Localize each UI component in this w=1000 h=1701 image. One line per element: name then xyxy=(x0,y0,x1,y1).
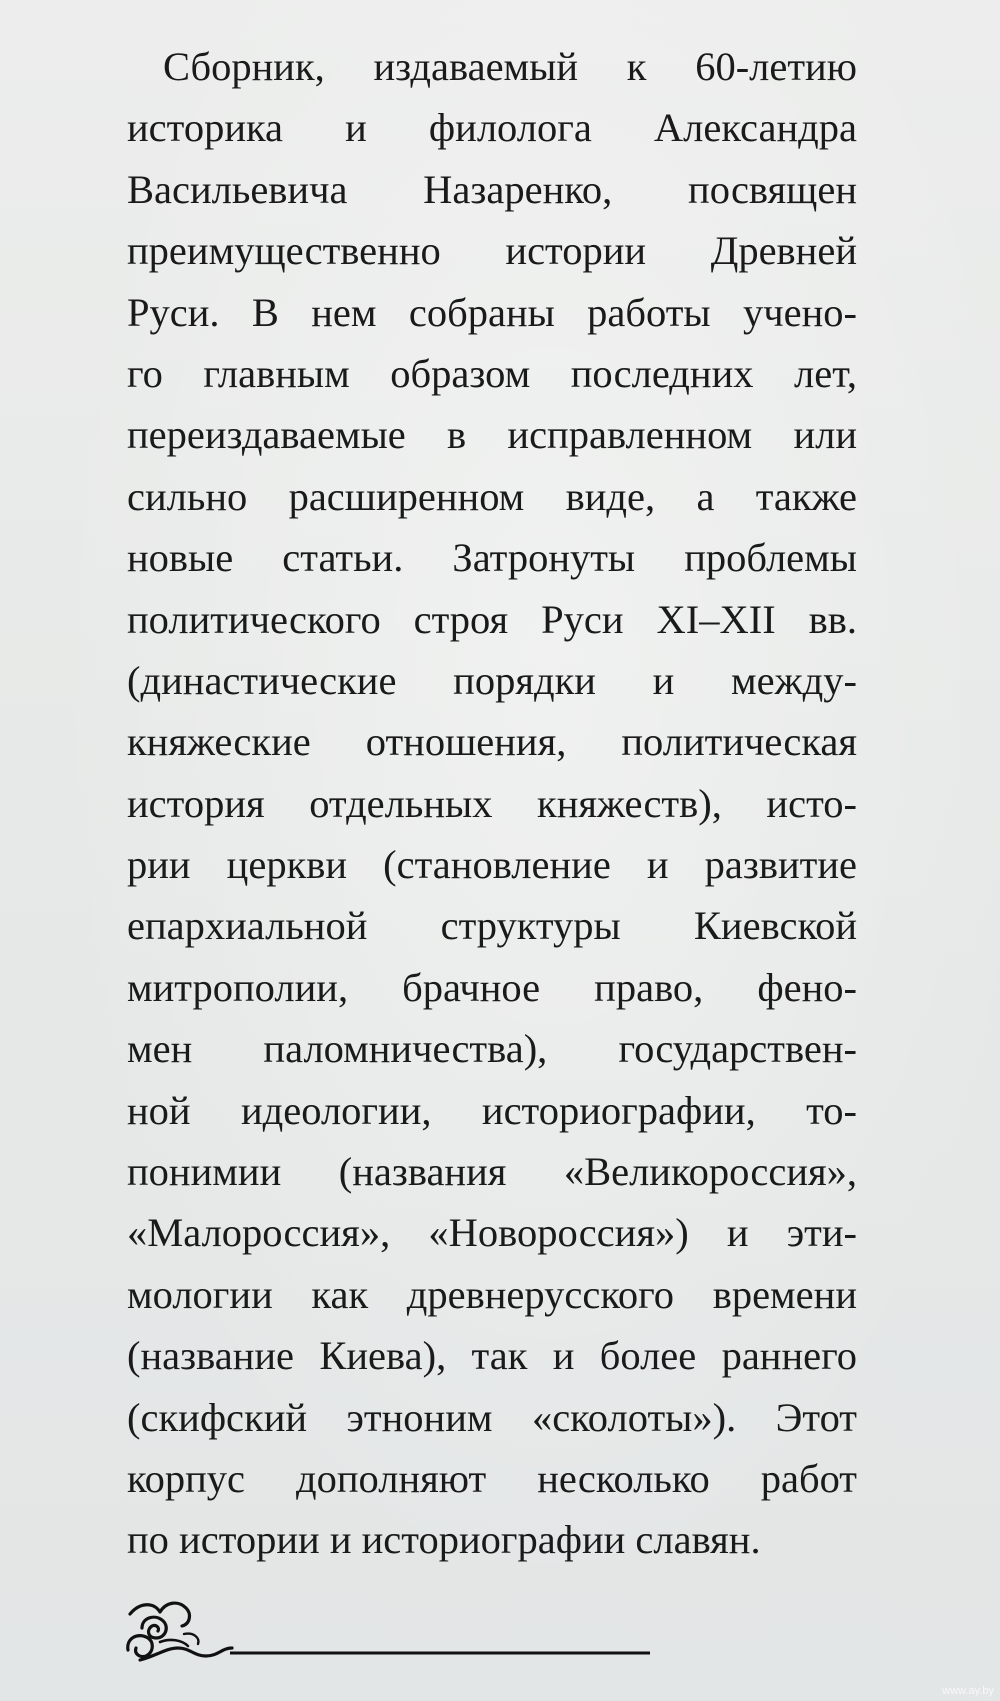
annotation-line: мологии как древнерусского времени xyxy=(127,1271,857,1317)
annotation-line: корпус дополняют несколько работ xyxy=(127,1455,857,1501)
annotation-line: (династические порядки и между- xyxy=(127,657,857,703)
annotation-line: епархиальной структуры Киевской xyxy=(127,903,857,949)
annotation-line: история отдельных княжеств), исто- xyxy=(127,780,857,826)
watermark: www.ay.by xyxy=(942,1685,994,1697)
annotation-line: понимии (названия «Великороссия», xyxy=(127,1149,857,1195)
annotation-line: княжеские отношения, политическая xyxy=(127,719,857,765)
annotation-line: го главным образом последних лет, xyxy=(127,350,857,396)
annotation-line: (скифский этноним «сколоты»). Этот xyxy=(127,1394,857,1440)
annotation-line: Сборник, издаваемый к 60-летию xyxy=(163,44,857,89)
annotation-line: «Малороссия», «Новороссия») и эти- xyxy=(127,1210,857,1256)
annotation-line: новые статьи. Затронуты проблемы xyxy=(127,535,857,581)
annotation-line: ной идеологии, историографии, то- xyxy=(127,1087,857,1133)
annotation-line: переиздаваемые в исправленном или xyxy=(127,412,857,458)
annotation-line: мен паломничества), государствен- xyxy=(127,1026,857,1072)
annotation-line: сильно расширенном виде, а также xyxy=(127,473,857,519)
annotation-line: преимущественно истории Древней xyxy=(127,228,857,274)
annotation-text-block xyxy=(127,36,857,1571)
annotation-line: митрополии, брачное право, фено- xyxy=(127,964,857,1010)
annotation-line: Васильевича Назаренко, посвящен xyxy=(127,166,857,212)
annotation-line: по истории и историографии славян. xyxy=(127,1517,761,1563)
annotation-line: рии церкви (становление и развитие xyxy=(127,842,857,888)
scroll-flourish-icon xyxy=(120,1598,720,1678)
annotation-line: историка и филолога Александра xyxy=(127,105,857,151)
annotation-line: Руси. В нем собраны работы учено- xyxy=(127,289,857,335)
annotation-line: (название Киева), так и более раннего xyxy=(127,1333,857,1379)
annotation-line: политического строя Руси XI–XII вв. xyxy=(127,596,857,642)
